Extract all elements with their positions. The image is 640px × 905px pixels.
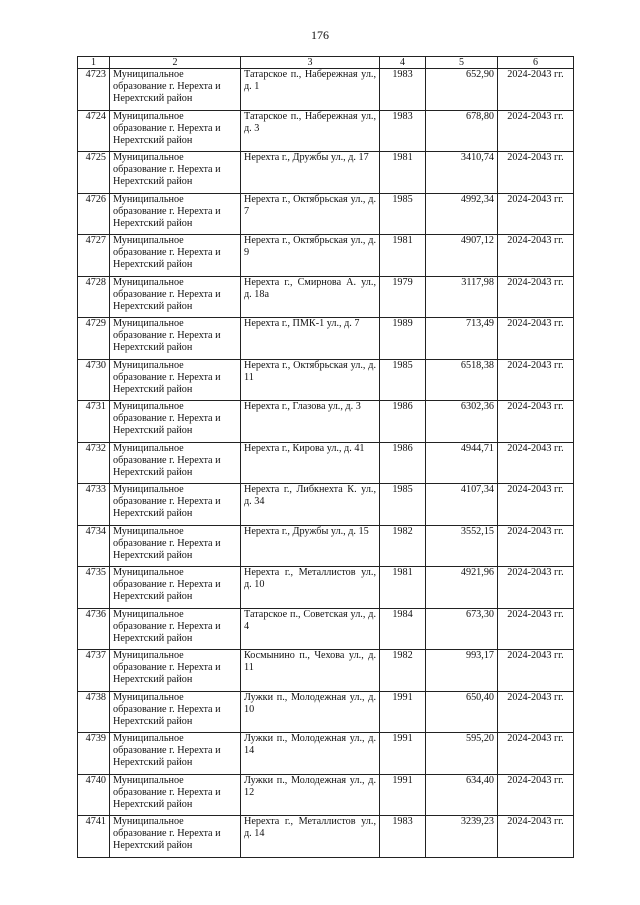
- table-row: [78, 484, 574, 526]
- column-header: 4: [380, 57, 426, 69]
- year-cell: 1981: [380, 235, 426, 277]
- table-row: [78, 774, 574, 816]
- address-cell: Нерехта г., Либкнехта К. ул., д. 34: [241, 484, 380, 526]
- table-row: [78, 442, 574, 484]
- table-row: [78, 816, 574, 858]
- period-cell: 2024-2043 гг.: [498, 733, 574, 775]
- owner-cell: Муниципальное образование г. Нерехта и Нерехтский район: [110, 484, 241, 526]
- year-cell: 1981: [380, 567, 426, 609]
- address-cell: Лужки п., Молодежная ул., д. 12: [241, 774, 380, 816]
- period-cell: 2024-2043 гг.: [498, 235, 574, 277]
- owner-cell: Муниципальное образование г. Нерехта и Нерехтский район: [110, 442, 241, 484]
- period-cell: 2024-2043 гг.: [498, 359, 574, 401]
- owner-cell: Муниципальное образование г. Нерехта и Нерехтский район: [110, 110, 241, 152]
- year-cell: 1986: [380, 401, 426, 443]
- owner-cell: Муниципальное образование г. Нерехта и Нерехтский район: [110, 650, 241, 692]
- address-cell: Космынино п., Чехова ул., д. 11: [241, 650, 380, 692]
- owner-cell: Муниципальное образование г. Нерехта и Нерехтский район: [110, 318, 241, 360]
- row-number: 4737: [78, 650, 110, 692]
- table-row: [78, 110, 574, 152]
- area-cell: 652,90: [426, 69, 498, 111]
- owner-cell: Муниципальное образование г. Нерехта и Нерехтский район: [110, 567, 241, 609]
- area-cell: 713,49: [426, 318, 498, 360]
- row-number: 4725: [78, 152, 110, 194]
- owner-cell: Муниципальное образование г. Нерехта и Нерехтский район: [110, 152, 241, 194]
- row-number: 4740: [78, 774, 110, 816]
- year-cell: 1991: [380, 774, 426, 816]
- year-cell: 1985: [380, 193, 426, 235]
- owner-cell: Муниципальное образование г. Нерехта и Нерехтский район: [110, 193, 241, 235]
- table-row: [78, 152, 574, 194]
- table-body: [78, 69, 574, 858]
- period-cell: 2024-2043 гг.: [498, 401, 574, 443]
- period-cell: 2024-2043 гг.: [498, 525, 574, 567]
- area-cell: 634,40: [426, 774, 498, 816]
- year-cell: 1986: [380, 442, 426, 484]
- row-number: 4726: [78, 193, 110, 235]
- year-cell: 1979: [380, 276, 426, 318]
- period-cell: 2024-2043 гг.: [498, 816, 574, 858]
- column-header: 5: [426, 57, 498, 69]
- period-cell: 2024-2043 гг.: [498, 276, 574, 318]
- row-number: 4739: [78, 733, 110, 775]
- address-cell: Нерехта г., Дружбы ул., д. 17: [241, 152, 380, 194]
- address-cell: Нерехта г., Металлистов ул., д. 10: [241, 567, 380, 609]
- address-cell: Татарское п., Советская ул., д. 4: [241, 608, 380, 650]
- area-cell: 3117,98: [426, 276, 498, 318]
- period-cell: 2024-2043 гг.: [498, 193, 574, 235]
- area-cell: 3552,15: [426, 525, 498, 567]
- row-number: 4741: [78, 816, 110, 858]
- period-cell: 2024-2043 гг.: [498, 608, 574, 650]
- area-cell: 678,80: [426, 110, 498, 152]
- period-cell: 2024-2043 гг.: [498, 318, 574, 360]
- table-header-row: [78, 57, 574, 69]
- address-cell: Нерехта г., Дружбы ул., д. 15: [241, 525, 380, 567]
- column-header: 2: [110, 57, 241, 69]
- table-row: [78, 318, 574, 360]
- year-cell: 1991: [380, 691, 426, 733]
- period-cell: 2024-2043 гг.: [498, 152, 574, 194]
- year-cell: 1989: [380, 318, 426, 360]
- area-cell: 4944,71: [426, 442, 498, 484]
- row-number: 4724: [78, 110, 110, 152]
- area-cell: 4907,12: [426, 235, 498, 277]
- address-cell: Лужки п., Молодежная ул., д. 10: [241, 691, 380, 733]
- area-cell: 3239,23: [426, 816, 498, 858]
- table-row: [78, 359, 574, 401]
- area-cell: 4921,96: [426, 567, 498, 609]
- table-row: [78, 691, 574, 733]
- period-cell: 2024-2043 гг.: [498, 110, 574, 152]
- row-number: 4729: [78, 318, 110, 360]
- area-cell: 6302,36: [426, 401, 498, 443]
- table-row: [78, 525, 574, 567]
- row-number: 4727: [78, 235, 110, 277]
- address-cell: Татарское п., Набережная ул., д. 3: [241, 110, 380, 152]
- address-cell: Лужки п., Молодежная ул., д. 14: [241, 733, 380, 775]
- area-cell: 673,30: [426, 608, 498, 650]
- table-row: [78, 608, 574, 650]
- year-cell: 1984: [380, 608, 426, 650]
- year-cell: 1982: [380, 525, 426, 567]
- row-number: 4735: [78, 567, 110, 609]
- year-cell: 1981: [380, 152, 426, 194]
- owner-cell: Муниципальное образование г. Нерехта и Нерехтский район: [110, 235, 241, 277]
- table-row: [78, 567, 574, 609]
- column-header: 3: [241, 57, 380, 69]
- table-row: [78, 69, 574, 111]
- address-cell: Нерехта г., ПМК-1 ул., д. 7: [241, 318, 380, 360]
- address-cell: Нерехта г., Кирова ул., д. 41: [241, 442, 380, 484]
- table-row: [78, 401, 574, 443]
- year-cell: 1983: [380, 816, 426, 858]
- period-cell: 2024-2043 гг.: [498, 774, 574, 816]
- owner-cell: Муниципальное образование г. Нерехта и Нерехтский район: [110, 816, 241, 858]
- period-cell: 2024-2043 гг.: [498, 650, 574, 692]
- owner-cell: Муниципальное образование г. Нерехта и Нерехтский район: [110, 359, 241, 401]
- row-number: 4733: [78, 484, 110, 526]
- year-cell: 1983: [380, 69, 426, 111]
- year-cell: 1985: [380, 359, 426, 401]
- area-cell: 4107,34: [426, 484, 498, 526]
- area-cell: 3410,74: [426, 152, 498, 194]
- row-number: 4738: [78, 691, 110, 733]
- row-number: 4728: [78, 276, 110, 318]
- row-number: 4734: [78, 525, 110, 567]
- owner-cell: Муниципальное образование г. Нерехта и Нерехтский район: [110, 401, 241, 443]
- row-number: 4723: [78, 69, 110, 111]
- period-cell: 2024-2043 гг.: [498, 442, 574, 484]
- area-cell: 650,40: [426, 691, 498, 733]
- address-cell: Нерехта г., Октябрьская ул., д. 7: [241, 193, 380, 235]
- area-cell: 6518,38: [426, 359, 498, 401]
- area-cell: 595,20: [426, 733, 498, 775]
- owner-cell: Муниципальное образование г. Нерехта и Нерехтский район: [110, 276, 241, 318]
- owner-cell: Муниципальное образование г. Нерехта и Нерехтский район: [110, 774, 241, 816]
- owner-cell: Муниципальное образование г. Нерехта и Нерехтский район: [110, 525, 241, 567]
- table-row: [78, 650, 574, 692]
- table-row: [78, 276, 574, 318]
- address-cell: Татарское п., Набережная ул., д. 1: [241, 69, 380, 111]
- year-cell: 1982: [380, 650, 426, 692]
- table-row: [78, 235, 574, 277]
- row-number: 4731: [78, 401, 110, 443]
- period-cell: 2024-2043 гг.: [498, 691, 574, 733]
- owner-cell: Муниципальное образование г. Нерехта и Нерехтский район: [110, 608, 241, 650]
- owner-cell: Муниципальное образование г. Нерехта и Нерехтский район: [110, 691, 241, 733]
- year-cell: 1991: [380, 733, 426, 775]
- address-cell: Нерехта г., Смирнова А. ул., д. 18а: [241, 276, 380, 318]
- period-cell: 2024-2043 гг.: [498, 69, 574, 111]
- address-cell: Нерехта г., Металлистов ул., д. 14: [241, 816, 380, 858]
- row-number: 4732: [78, 442, 110, 484]
- row-number: 4730: [78, 359, 110, 401]
- column-header: 6: [498, 57, 574, 69]
- row-number: 4736: [78, 608, 110, 650]
- area-cell: 993,17: [426, 650, 498, 692]
- column-header: 1: [78, 57, 110, 69]
- period-cell: 2024-2043 гг.: [498, 484, 574, 526]
- year-cell: 1983: [380, 110, 426, 152]
- address-cell: Нерехта г., Октябрьская ул., д. 11: [241, 359, 380, 401]
- table-row: [78, 193, 574, 235]
- address-cell: Нерехта г., Глазова ул., д. 3: [241, 401, 380, 443]
- owner-cell: Муниципальное образование г. Нерехта и Нерехтский район: [110, 733, 241, 775]
- address-cell: Нерехта г., Октябрьская ул., д. 9: [241, 235, 380, 277]
- table-row: [78, 733, 574, 775]
- owner-cell: Муниципальное образование г. Нерехта и Нерехтский район: [110, 69, 241, 111]
- area-cell: 4992,34: [426, 193, 498, 235]
- page-number: 176: [311, 28, 329, 42]
- registry-table: [77, 56, 574, 858]
- period-cell: 2024-2043 гг.: [498, 567, 574, 609]
- year-cell: 1985: [380, 484, 426, 526]
